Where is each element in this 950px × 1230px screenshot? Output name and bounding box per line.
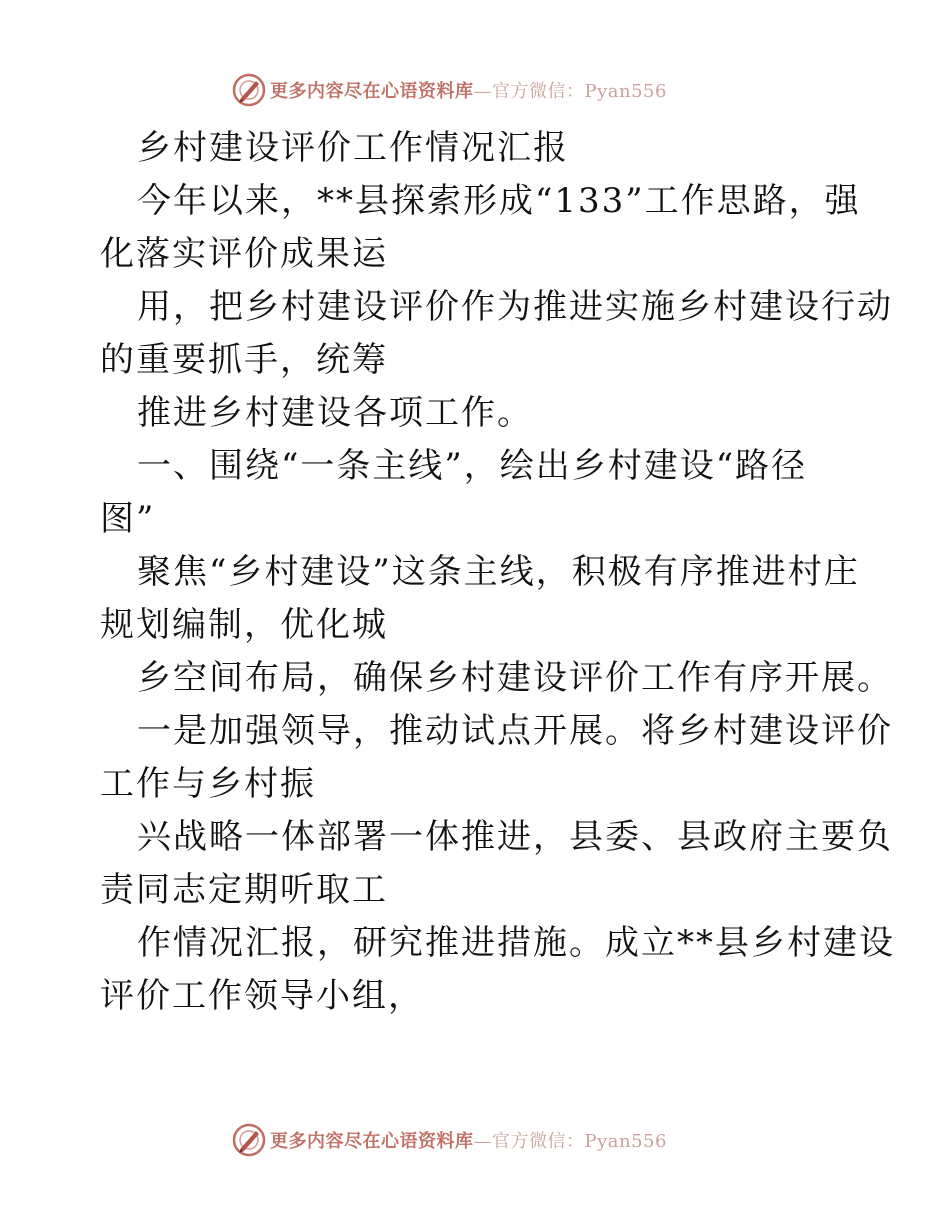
text-line: 一、围绕“一条主线”，绘出乡村建设“路径: [137, 446, 808, 486]
text-line: 规划编制，优化城: [100, 605, 388, 645]
text-line: 评价工作领导小组，: [100, 976, 424, 1016]
text-line: 推进乡村建设各项工作。: [137, 393, 533, 433]
watermark-footer: [232, 1120, 667, 1160]
pen-logo-icon: [232, 73, 266, 107]
text-line: 的重要抓手，统筹: [100, 340, 388, 380]
text-line: 化落实评价成果运: [100, 234, 388, 274]
document-title: 乡村建设评价工作情况汇报: [137, 128, 569, 168]
text-line: 用，把乡村建设评价作为推进实施乡村建设行动: [137, 287, 893, 327]
watermark-brand: 更多内容尽在心语资料库: [270, 1131, 474, 1152]
text-line: 乡空间布局，确保乡村建设评价工作有序开展。: [137, 658, 893, 698]
text-line: 兴战略一体部署一体推进，县委、县政府主要负: [137, 817, 893, 857]
text-line: 聚焦“乡村建设”这条主线，积极有序推进村庄: [137, 552, 860, 592]
watermark-brand: 更多内容尽在心语资料库: [270, 81, 474, 102]
pen-logo-icon: [232, 1123, 266, 1157]
text-line: 作情况汇报，研究推进措施。成立**县乡村建设: [137, 923, 895, 963]
text-line: 今年以来，**县探索形成“133”工作思路，强: [137, 181, 861, 221]
watermark-contact: —官方微信：Pyan556: [473, 1131, 667, 1152]
text-line: 图”: [100, 499, 156, 539]
watermark-header: [232, 70, 667, 110]
text-line: 工作与乡村振: [100, 764, 316, 804]
watermark-contact: —官方微信：Pyan556: [473, 81, 667, 102]
document-body: [100, 122, 895, 1023]
text-line: 责同志定期听取工: [100, 870, 388, 910]
text-line: 一是加强领导，推动试点开展。将乡村建设评价: [137, 711, 893, 751]
